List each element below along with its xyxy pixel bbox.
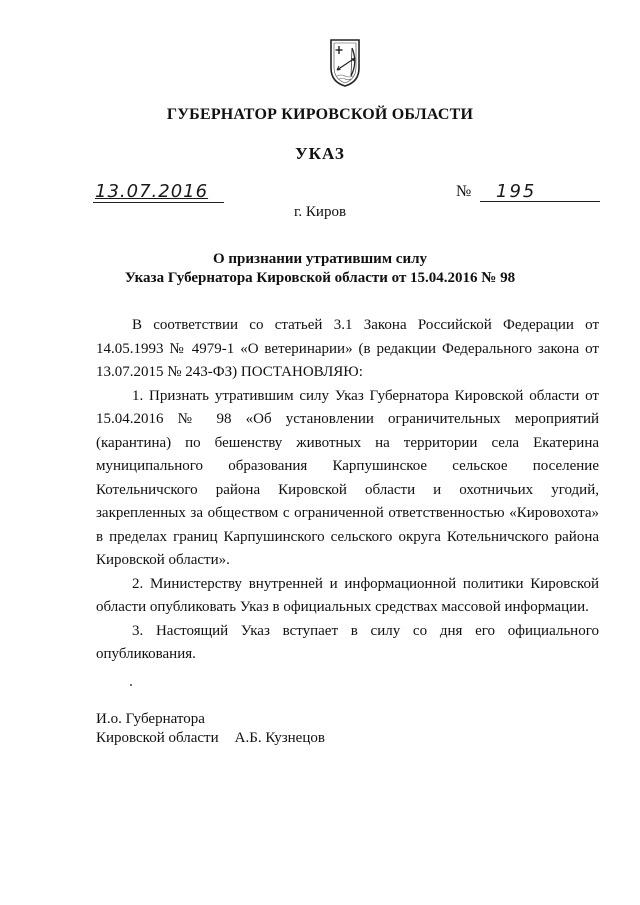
title-line-2: Указа Губернатора Кировской области от 15.04.2016 № 98 <box>124 270 516 286</box>
clause-2-paragraph: 2. Министерству внутренней и информационной политики Кировской области опубликовать Указ в официальных средствах массовой информации. <box>96 575 599 615</box>
handwritten-date: 13.07.2016 <box>95 181 209 202</box>
signatory-position-line-1: И.о. Губернатора <box>96 711 205 727</box>
document-date-field <box>93 180 224 203</box>
kirov-coat-of-arms-icon <box>325 36 365 88</box>
number-sign: № <box>456 183 472 200</box>
clause-1-paragraph: 1. Признать утратившим силу Указ Губернатора Кировской области от 15.04.2016 № 98 «Об установлении ограничительных мероприятий (карантина) по бешенству животных на территории села Екатерина муниципального образования Карпушинское сельское поселение Котельничского района Кировской области и охотничьих угодий, закрепленных за обществом с ограниченной ответственностью «Кировохота» в пределах границ Карпушинского сельского округа Котельничского района Кировской области». <box>96 387 599 568</box>
organization-heading: ГУБЕРНАТОР КИРОВСКОЙ ОБЛАСТИ <box>166 106 474 123</box>
signatory-row <box>96 729 325 748</box>
document-number-field <box>456 180 600 202</box>
preamble-paragraph: В соответствии со статьей 3.1 Закона Российской Федерации от 14.05.1993 № 4979-1 «О ветеринарии» (в редакции Федерального закона от 13.07.2015 № 243-ФЗ) ПОСТАНОВЛЯЮ: <box>96 317 599 380</box>
title-line-1: О признании утратившим силу <box>213 251 427 267</box>
signatory-position-line-2: Кировской области <box>96 730 219 746</box>
document-title <box>0 250 640 288</box>
signature-block <box>96 710 325 748</box>
stray-mark <box>130 684 132 686</box>
handwritten-number: 195 <box>496 181 537 202</box>
city-label: г. Киров <box>293 204 347 220</box>
document-body <box>96 314 599 667</box>
clause-3-paragraph: 3. Настоящий Указ вступает в силу со дня его официального опубликования. <box>96 622 599 662</box>
signatory-name: А.Б. Кузнецов <box>234 730 325 746</box>
document-type-heading: УКАЗ <box>295 144 345 163</box>
